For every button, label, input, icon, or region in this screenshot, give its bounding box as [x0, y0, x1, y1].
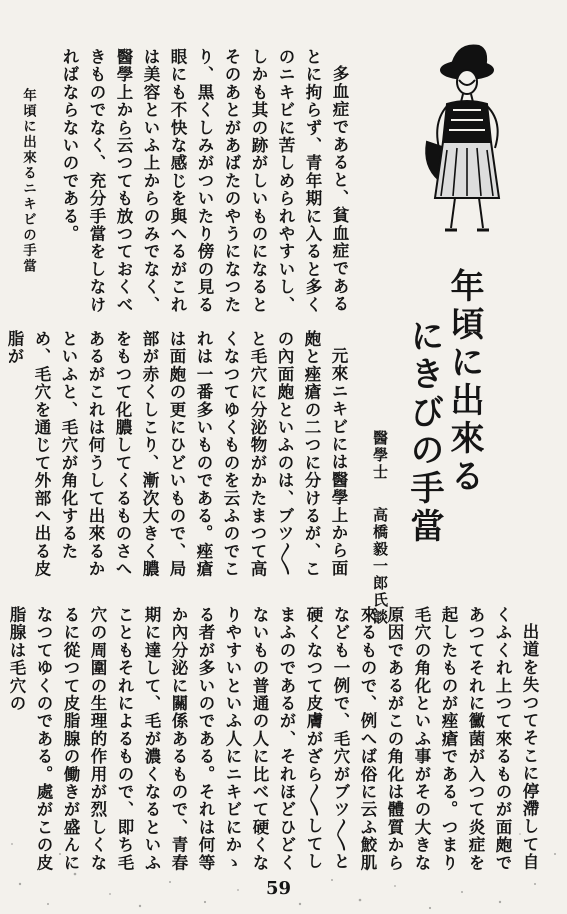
- body-text-middle: [5, 330, 352, 592]
- article-title-line-1: 年頃に出來る: [444, 268, 484, 496]
- author-name: 高橋毅一郎氏談: [371, 507, 389, 626]
- page-number: 59: [266, 878, 292, 899]
- body-text-bottom: [7, 606, 543, 876]
- author-title: 醫學士: [371, 430, 389, 481]
- running-head: 年頃に出來るニキビの手當: [20, 88, 36, 274]
- paragraph: 元來ニキビには醫學上から面皰と痤瘡の二つに分けるが、この內面皰といふのは、ブツ〳〵と毛穴に分泌物がかたまつて高くなつてゆくものを云ふのでこれは一番多いものである。痤瘡は面皰の更にひどいもので、局部が赤くしこり、漸次大きく膿をもつて化膿してくるものさへあるがこれは何うして出來るかといふと、毛穴が角化するため、毛穴を通じて外部へ出る皮脂が: [5, 330, 348, 578]
- body-text-top: [53, 48, 353, 326]
- paragraph: 多血症であると、貧血症であるとに拘らず、青年期に入ると多くのニキビに苦しめられやすいし、しかも其の跡がしいものになるとそのあとがあばたのやうになつたり、黒くしみがついたり傍の見る眼にも不快な感じを與へるがこれは美容といふ上からのみでなく、醫學上から云つても放つておくべきものでなく、充分手當をしなければならないのである。: [60, 48, 349, 314]
- author-byline: [370, 430, 391, 626]
- paragraph: 出道を失つてそこに停滯して自くふくれ上つて來るものが面皰であつてそれに黴菌が入つて炎症を起したものが痤瘡である。つまり毛穴の角化といふ事がその大きな原因であるがこの角化は體質から來るもので、例へば俗に云ふ鮫肌なども一例で、毛穴がブツ〳〵と硬くなつて皮膚がざら〳〵してしまふのであるが、それほどひどくないもの普通の人に比べて硬くなりやすいといふ人にニキビにかゝる者が多いのである。それは何等か內分泌に關係あるもので、青春期に達して、毛が濃くなるといふこともそれによるもので、即ち毛穴の周圍の生理的作用が烈しくなるに從つて皮脂腺の働きが盛んになつてゆくのである。處がこの皮脂腺は毛穴の: [7, 606, 539, 872]
- article-title-line-2: にきびの手當: [404, 318, 444, 546]
- woman-illustration: [387, 30, 537, 240]
